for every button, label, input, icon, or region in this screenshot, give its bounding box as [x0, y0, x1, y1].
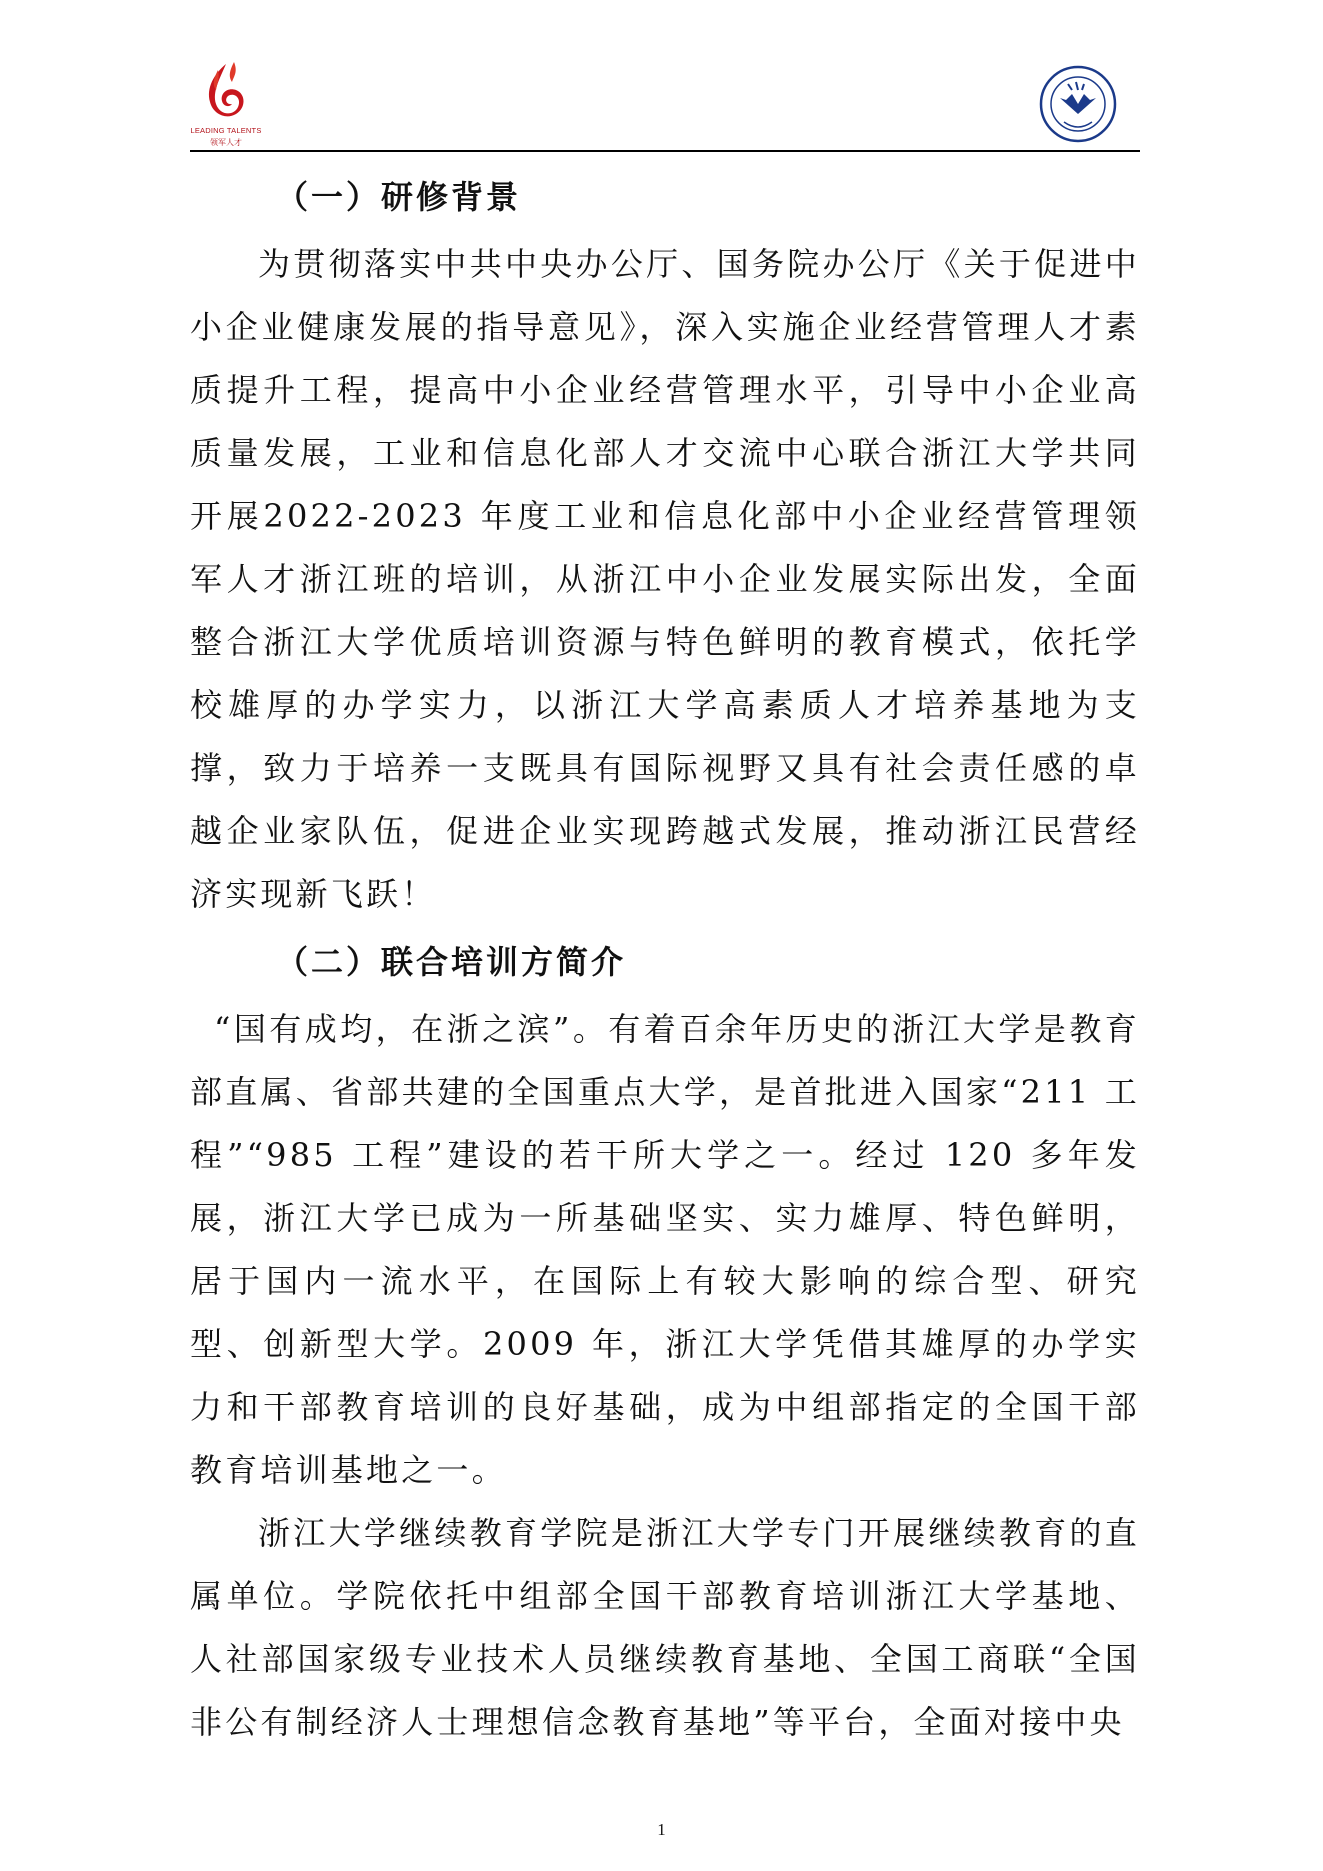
- paragraph-continuing-education: 浙江大学继续教育学院是浙江大学专门开展继续教育的直属单位。学院依托中组部全国干部教育培训浙江大学基地、人社部国家级专业技术人员继续教育基地、全国工商联“全国非公有制经济人士理想信念教育基地”等平台，全面对接中央: [190, 1514, 1140, 1741]
- section-heading-background: （一）研修背景: [276, 178, 522, 216]
- page-number: 1: [657, 1820, 666, 1839]
- logo-text-en: LEADING TALENTS: [190, 126, 262, 135]
- header-rule: [190, 150, 1140, 152]
- flame-logo-icon: [196, 60, 254, 124]
- document-body: [190, 165, 1140, 1754]
- page-header: [190, 60, 1140, 156]
- paragraph-zju-intro: “国有成均，在浙之滨”。有着百余年历史的浙江大学是教育部直属、省部共建的全国重点大学，是首批进入国家“211 工程”“985 工程”建设的若干所大学之一。经过 120 多年发展，浙江大学已成为一所基础坚实、实力雄厚、特色鲜明，居于国内一流水平，在国际上有较大影响的综合型、研究型、创新型大学。2009 年，浙江大学凭借其雄厚的办学实力和干部教育培训的良好基础，成为中组部指定的全国干部教育培训基地之一。: [190, 1010, 1140, 1489]
- logo-text-cn: 领军人才: [210, 138, 242, 147]
- university-seal-icon: [1038, 64, 1118, 144]
- paragraph-background: 为贯彻落实中共中央办公厅、国务院办公厅《关于促进中小企业健康发展的指导意见》，深入实施企业经营管理人才素质提升工程，提高中小企业经营管理水平，引导中小企业高质量发展，工业和信息化部人才交流中心联合浙江大学共同开展2022-2023 年度工业和信息化部中小企业经营管理领军人才浙江班的培训，从浙江中小企业发展实际出发，全面整合浙江大学优质培训资源与特色鲜明的教育模式，依托学校雄厚的办学实力，以浙江大学高素质人才培养基地为支撑，致力于培养一支既具有国际视野又具有社会责任感的卓越企业家队伍，促进企业实现跨越式发展，推动浙江民营经济实现新飞跃！: [190, 245, 1140, 913]
- section-heading-partner-intro: （二）联合培训方简介: [276, 943, 627, 981]
- zhejiang-university-seal: [1038, 64, 1118, 144]
- leading-talents-logo: [190, 60, 260, 156]
